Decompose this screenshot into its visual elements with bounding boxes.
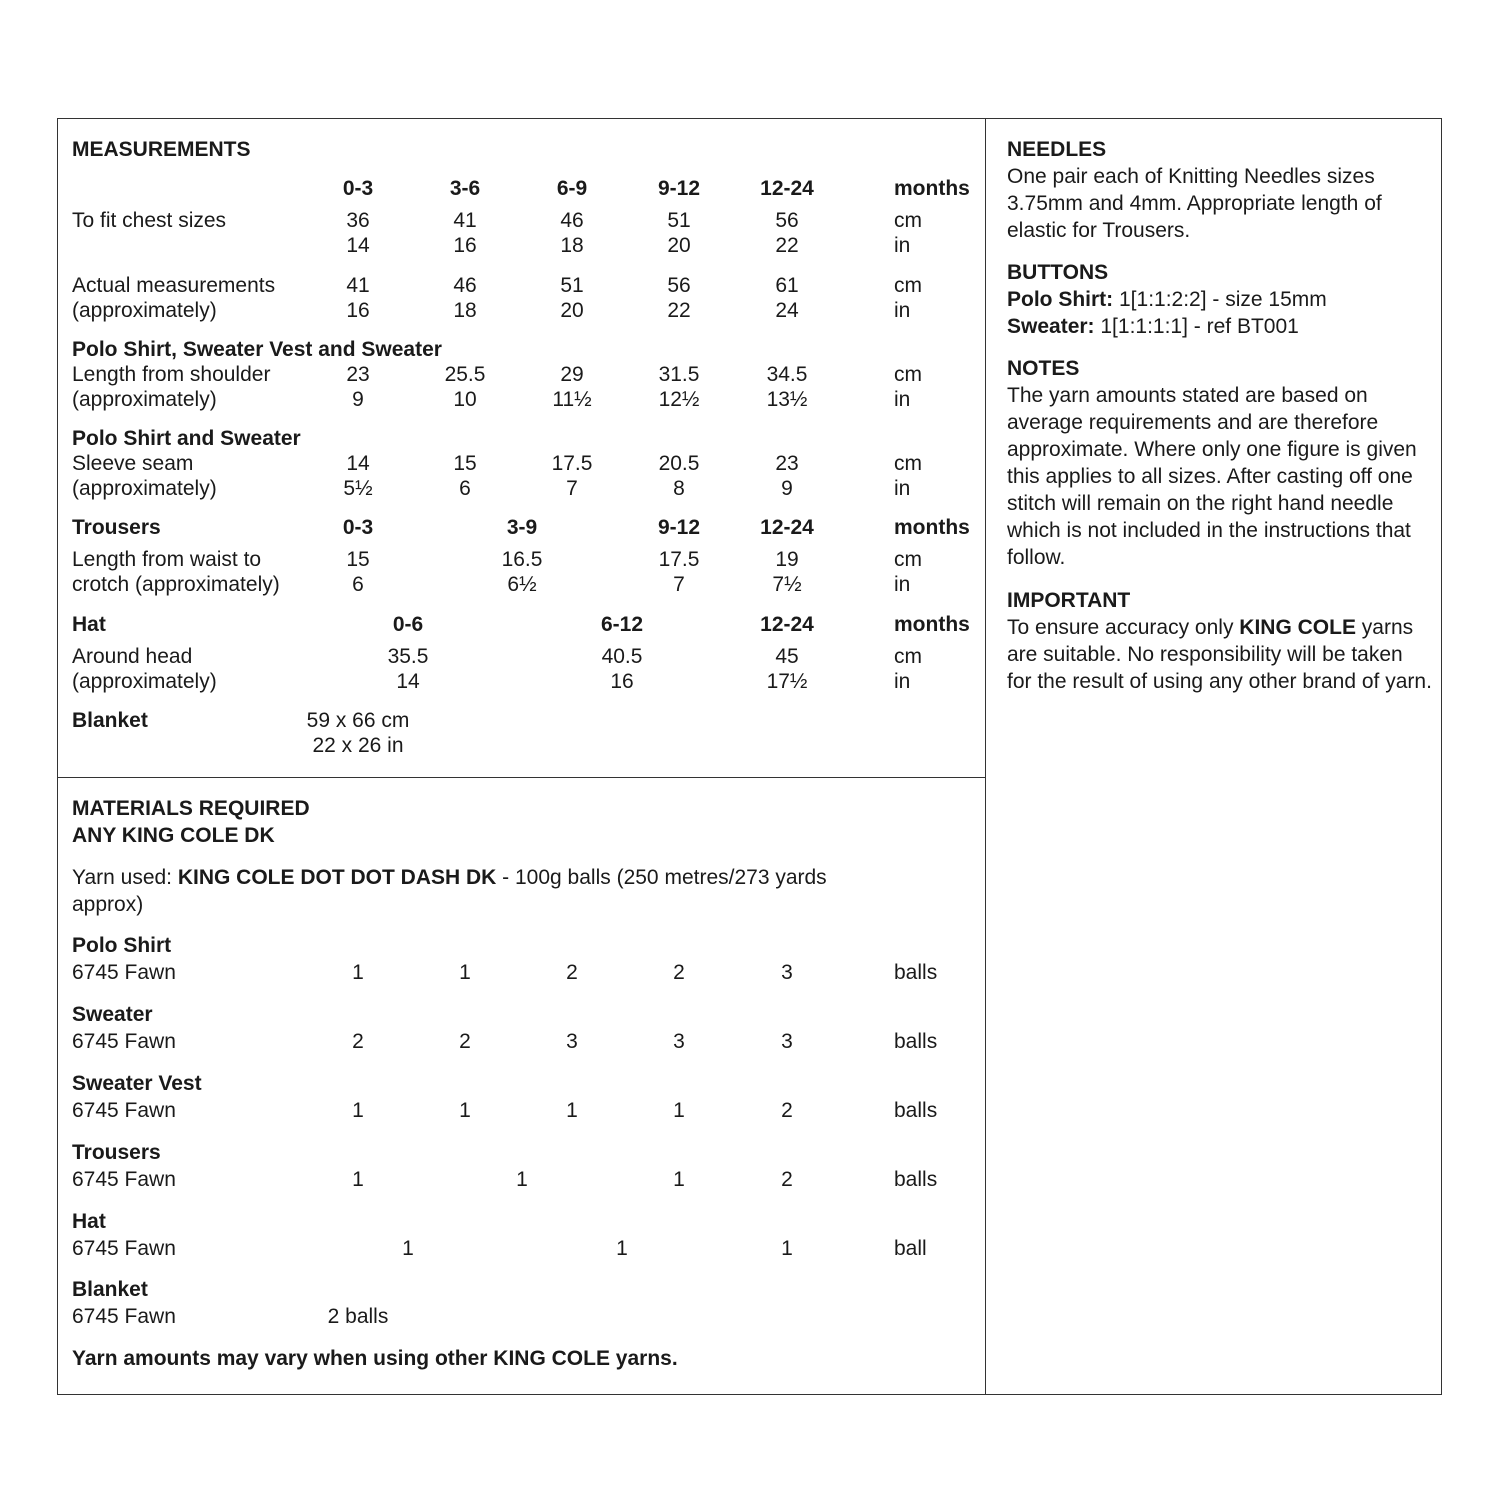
notes-text: The yarn amounts stated are based on average requirements and are therefore approximate. Where only one figure is given this applies to all sizes. After casting off one stitch will remain on the right hand needle which is not included in the instructions that follow. <box>1007 384 1417 569</box>
unit-in: in <box>894 299 911 322</box>
colour-label: 6745 Fawn <box>72 1237 176 1260</box>
trousers-balls: 1 <box>352 1168 364 1191</box>
trousers-size-header: 0-3 <box>342 516 374 539</box>
hat-label-approx: (approximately) <box>72 670 217 693</box>
colour-label: 6745 Fawn <box>72 1030 176 1053</box>
trousers-balls: 2 <box>781 1168 793 1191</box>
sleeve-label-approx: (approximately) <box>72 477 217 500</box>
hat-in: 14 <box>396 670 420 693</box>
trousers-size-header: 3-9 <box>506 516 538 539</box>
hat-balls: 1 <box>402 1237 414 1260</box>
polo-length-in: 13½ <box>766 388 808 411</box>
trousers-label-approx: crotch (approximately) <box>72 573 280 596</box>
unit-in: in <box>894 670 911 693</box>
trousers-size-header: 12-24 <box>760 516 814 539</box>
notes-heading: NOTES <box>1007 357 1080 380</box>
blanket-heading: Blanket <box>72 709 148 732</box>
months-label: months <box>894 516 970 539</box>
polo-length-cm: 34.5 <box>766 363 808 386</box>
materials-footer: Yarn amounts may vary when using other KING COLE yarns. <box>72 1347 678 1370</box>
colour-label: 6745 Fawn <box>72 1168 176 1191</box>
unit-cm: cm <box>894 645 922 668</box>
sleeve-cm: 17.5 <box>551 452 593 475</box>
sweater-balls: 3 <box>566 1030 578 1053</box>
trousers-cm: 16.5 <box>501 548 543 571</box>
polo-balls: 1 <box>352 961 364 984</box>
hat-cm: 40.5 <box>601 645 643 668</box>
actual-in: 16 <box>346 299 370 322</box>
unit-in: in <box>894 234 911 257</box>
blanket-balls: 2 balls <box>327 1305 389 1328</box>
yarn-used-suffix: - 100g balls (250 metres/273 yards <box>496 866 827 889</box>
chest-cm: 41 <box>453 209 477 232</box>
chest-in: 18 <box>560 234 584 257</box>
actual-cm: 56 <box>667 274 691 297</box>
hat-cm: 35.5 <box>387 645 429 668</box>
polo-length-in: 10 <box>453 388 477 411</box>
yarn-used-line2: approx) <box>72 893 144 916</box>
colour-label: 6745 Fawn <box>72 961 176 984</box>
blanket-in: 22 x 26 in <box>312 734 404 757</box>
colour-label: 6745 Fawn <box>72 1099 176 1122</box>
trousers-in: 7 <box>673 573 685 596</box>
yarn-name: KING COLE DOT DOT DASH DK <box>177 866 497 889</box>
actual-in: 20 <box>560 299 584 322</box>
unit-ball: ball <box>894 1237 927 1260</box>
sweater-balls: 2 <box>352 1030 364 1053</box>
sweater-balls: 3 <box>781 1030 793 1053</box>
sleeve-in: 6 <box>459 477 471 500</box>
months-label: months <box>894 177 970 200</box>
important-text-1: To ensure accuracy only <box>1007 616 1240 639</box>
polo-length-cm: 23 <box>346 363 370 386</box>
polo-length-in: 9 <box>352 388 364 411</box>
vest-balls: 1 <box>566 1099 578 1122</box>
sleeve-in: 8 <box>673 477 685 500</box>
chest-in: 22 <box>775 234 799 257</box>
chest-label: To fit chest sizes <box>72 209 227 232</box>
polo-balls: 1 <box>459 961 471 984</box>
unit-in: in <box>894 477 911 500</box>
size-header: 0-3 <box>342 177 374 200</box>
polo-balls: 2 <box>566 961 578 984</box>
trousers-cm: 17.5 <box>658 548 700 571</box>
buttons-polo-value: 1[1:1:2:2] - size 15mm <box>1113 288 1327 311</box>
unit-cm: cm <box>894 452 922 475</box>
actual-cm: 51 <box>560 274 584 297</box>
months-label: months <box>894 613 970 636</box>
buttons-polo <box>1007 287 1327 312</box>
yarn-used-prefix: Yarn used: <box>72 866 178 889</box>
hat-in: 16 <box>610 670 634 693</box>
colour-label: 6745 Fawn <box>72 1305 176 1328</box>
chest-cm: 56 <box>775 209 799 232</box>
polo-length-cm: 31.5 <box>658 363 700 386</box>
needles-heading: NEEDLES <box>1007 138 1107 161</box>
sleeve-cm: 20.5 <box>658 452 700 475</box>
sweater-materials-heading: Sweater <box>72 1003 153 1026</box>
chest-in: 20 <box>667 234 691 257</box>
trousers-cm: 15 <box>346 548 370 571</box>
chest-cm: 51 <box>667 209 691 232</box>
hat-materials-heading: Hat <box>72 1210 106 1233</box>
actual-label: Actual measurements <box>72 274 276 297</box>
hat-balls: 1 <box>781 1237 793 1260</box>
trousers-heading: Trousers <box>72 516 161 539</box>
unit-cm: cm <box>894 274 922 297</box>
hat-balls: 1 <box>616 1237 628 1260</box>
important-heading: IMPORTANT <box>1007 589 1131 612</box>
hat-size-header: 6-12 <box>600 613 644 636</box>
materials-subheading: ANY KING COLE DK <box>72 824 275 847</box>
unit-balls: balls <box>894 1168 938 1191</box>
polo-length-cm: 29 <box>560 363 584 386</box>
buttons-sweater-label: Sweater: <box>1007 315 1095 338</box>
important-brand: KING COLE <box>1239 616 1356 639</box>
sleeve-heading: Polo Shirt and Sweater <box>72 427 301 450</box>
important-text <box>1007 614 1432 695</box>
actual-in: 22 <box>667 299 691 322</box>
actual-cm: 41 <box>346 274 370 297</box>
vest-balls: 1 <box>352 1099 364 1122</box>
blanket-cm: 59 x 66 cm <box>306 709 410 732</box>
sleeve-in: 5½ <box>343 477 373 500</box>
unit-cm: cm <box>894 548 922 571</box>
materials-heading: MATERIALS REQUIRED <box>72 797 310 820</box>
polo-materials-heading: Polo Shirt <box>72 934 172 957</box>
unit-balls: balls <box>894 1030 938 1053</box>
size-header: 6-9 <box>556 177 588 200</box>
chest-in: 16 <box>453 234 477 257</box>
vest-balls: 2 <box>781 1099 793 1122</box>
sleeve-in: 9 <box>781 477 793 500</box>
trousers-in: 7½ <box>772 573 802 596</box>
size-header: 9-12 <box>657 177 701 200</box>
sleeve-cm: 23 <box>775 452 799 475</box>
polo-length-in: 12½ <box>658 388 700 411</box>
chest-cm: 46 <box>560 209 584 232</box>
trousers-balls: 1 <box>516 1168 528 1191</box>
sleeve-label: Sleeve seam <box>72 452 194 475</box>
trousers-balls: 1 <box>673 1168 685 1191</box>
polo-balls: 2 <box>673 961 685 984</box>
trousers-in: 6½ <box>507 573 537 596</box>
chest-in: 14 <box>346 234 370 257</box>
actual-in: 24 <box>775 299 799 322</box>
sleeve-cm: 15 <box>453 452 477 475</box>
yarn-used <box>72 865 827 890</box>
actual-cm: 61 <box>775 274 799 297</box>
buttons-sweater <box>1007 314 1299 339</box>
size-header: 3-6 <box>449 177 481 200</box>
sweater-balls: 3 <box>673 1030 685 1053</box>
trousers-in: 6 <box>352 573 364 596</box>
trousers-materials-heading: Trousers <box>72 1141 161 1164</box>
hat-size-header: 12-24 <box>760 613 814 636</box>
polo-length-label: Length from shoulder <box>72 363 271 386</box>
unit-cm: cm <box>894 209 922 232</box>
unit-in: in <box>894 573 911 596</box>
polo-length-cm: 25.5 <box>444 363 486 386</box>
vest-balls: 1 <box>459 1099 471 1122</box>
hat-in: 17½ <box>766 670 808 693</box>
buttons-heading: BUTTONS <box>1007 261 1109 284</box>
section-divider <box>57 777 986 778</box>
unit-cm: cm <box>894 363 922 386</box>
hat-label: Around head <box>72 645 193 668</box>
actual-in: 18 <box>453 299 477 322</box>
unit-in: in <box>894 388 911 411</box>
actual-cm: 46 <box>453 274 477 297</box>
column-divider <box>985 118 986 1395</box>
buttons-sweater-value: 1[1:1:1:1] - ref BT001 <box>1094 315 1299 338</box>
blanket-materials-heading: Blanket <box>72 1278 148 1301</box>
actual-label-approx: (approximately) <box>72 299 217 322</box>
sweater-balls: 2 <box>459 1030 471 1053</box>
buttons-polo-label: Polo Shirt: <box>1007 288 1114 311</box>
trousers-size-header: 9-12 <box>657 516 701 539</box>
needles-text: One pair each of Knitting Needles sizes 3.75mm and 4mm. Appropriate length of elastic for Trousers. <box>1007 165 1382 242</box>
important-text-2: yarns are suitable. No responsibility will be taken for the result of using any other brand of yarn. <box>1007 616 1432 693</box>
chest-cm: 36 <box>346 209 370 232</box>
sleeve-in: 7 <box>566 477 578 500</box>
hat-cm: 45 <box>775 645 799 668</box>
hat-heading: Hat <box>72 613 106 636</box>
polo-balls: 3 <box>781 961 793 984</box>
hat-size-header: 0-6 <box>392 613 424 636</box>
vest-balls: 1 <box>673 1099 685 1122</box>
size-header: 12-24 <box>760 177 814 200</box>
measurements-heading: MEASUREMENTS <box>72 138 251 161</box>
polo-length-heading: Polo Shirt, Sweater Vest and Sweater <box>72 338 442 361</box>
sleeve-cm: 14 <box>346 452 370 475</box>
polo-length-label-approx: (approximately) <box>72 388 217 411</box>
unit-balls: balls <box>894 1099 938 1122</box>
trousers-cm: 19 <box>775 548 799 571</box>
vest-materials-heading: Sweater Vest <box>72 1072 202 1095</box>
trousers-label: Length from waist to <box>72 548 262 571</box>
polo-length-in: 11½ <box>552 388 592 411</box>
unit-balls: balls <box>894 961 938 984</box>
